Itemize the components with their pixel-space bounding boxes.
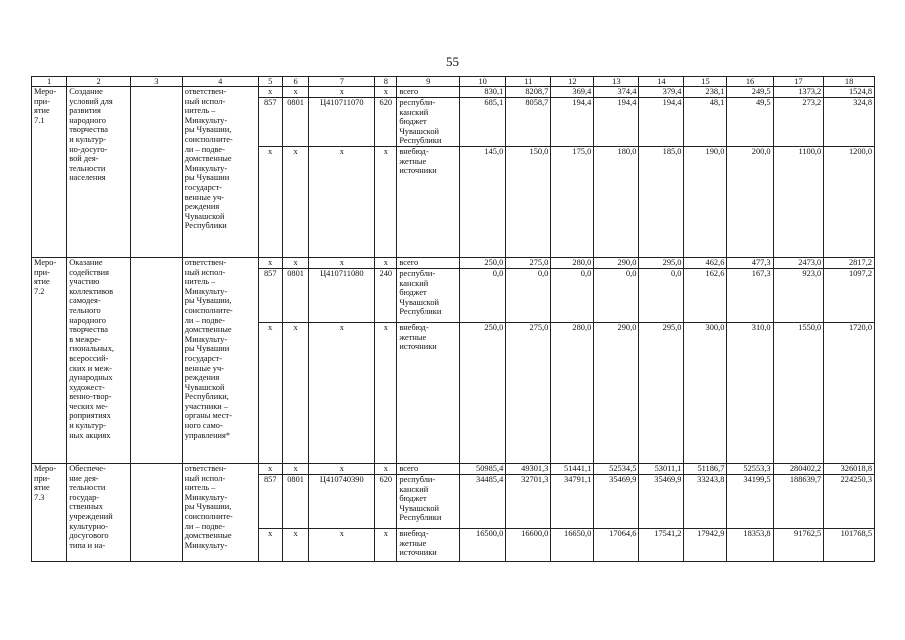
value-cell: 194,4 xyxy=(594,98,639,147)
value-cell: 224250,3 xyxy=(824,474,875,528)
value-cell: 8058,7 xyxy=(506,98,551,147)
budget-table xyxy=(31,76,875,562)
value-cell: 50985,4 xyxy=(460,463,506,474)
code-rz-cell: x xyxy=(282,87,308,98)
code-gr-cell: x xyxy=(258,87,282,98)
header-cell: 12 xyxy=(551,77,594,87)
value-cell: 1720,0 xyxy=(824,322,875,463)
code-vr-cell: x xyxy=(375,87,397,98)
value-cell: 273,2 xyxy=(773,98,824,147)
responsible-cell: ответствен- ный испол- нитель – Минкульту- ры Чувашии, соисполните- ли – подве- домственные Минкульту- xyxy=(182,463,258,561)
measure-name-cell: Оказание содействия участию коллективов самодея- тельного народного творчества в межре- гиональных, всероссий- ских и меж- дународных художест- венно-твор- ческих ме- роприятиях и культур- ных акциях xyxy=(67,257,131,463)
header-cell: 17 xyxy=(773,77,824,87)
code-vr-cell: x xyxy=(375,146,397,257)
value-cell: 290,0 xyxy=(594,257,639,268)
funding-source-cell: внебюд- жетные источники xyxy=(397,528,460,561)
value-cell: 150,0 xyxy=(506,146,551,257)
value-cell: 32701,3 xyxy=(506,474,551,528)
code-gr-cell: x xyxy=(258,528,282,561)
header-cell: 13 xyxy=(594,77,639,87)
header-cell: 2 xyxy=(67,77,131,87)
value-cell: 295,0 xyxy=(639,322,684,463)
value-cell: 8208,7 xyxy=(506,87,551,98)
funding-source-cell: внебюд- жетные источники xyxy=(397,146,460,257)
value-cell: 16650,0 xyxy=(551,528,594,561)
value-cell: 0,0 xyxy=(594,268,639,322)
code-csr-cell: Ц410711070 xyxy=(309,98,375,147)
value-cell: 194,4 xyxy=(551,98,594,147)
value-cell: 310,0 xyxy=(727,322,773,463)
header-cell: 5 xyxy=(258,77,282,87)
funding-source-cell: внебюд- жетные источники xyxy=(397,322,460,463)
value-cell: 275,0 xyxy=(506,322,551,463)
value-cell: 280402,2 xyxy=(773,463,824,474)
header-cell: 8 xyxy=(375,77,397,87)
funding-source-cell: республи- канский бюджет Чувашской Республики xyxy=(397,268,460,322)
value-cell: 145,0 xyxy=(460,146,506,257)
code-csr-cell: x xyxy=(309,322,375,463)
code-csr-cell: Ц410740390 xyxy=(309,474,375,528)
value-cell: 379,4 xyxy=(639,87,684,98)
code-csr-cell: x xyxy=(309,146,375,257)
value-cell: 2817,2 xyxy=(824,257,875,268)
value-cell: 200,0 xyxy=(727,146,773,257)
value-cell: 249,5 xyxy=(727,87,773,98)
value-cell: 0,0 xyxy=(639,268,684,322)
header-cell: 18 xyxy=(824,77,875,87)
value-cell: 16500,0 xyxy=(460,528,506,561)
value-cell: 1200,0 xyxy=(824,146,875,257)
value-cell: 685,1 xyxy=(460,98,506,147)
page-number: 55 xyxy=(446,54,459,69)
measure-id-cell: Меро- при- ятие 7.3 xyxy=(32,463,67,561)
code-gr-cell: x xyxy=(258,322,282,463)
code-gr-cell: 857 xyxy=(258,98,282,147)
value-cell: 290,0 xyxy=(594,322,639,463)
table-row xyxy=(32,463,875,474)
header-cell: 16 xyxy=(727,77,773,87)
header-cell: 6 xyxy=(282,77,308,87)
value-cell: 0,0 xyxy=(506,268,551,322)
value-cell: 280,0 xyxy=(551,322,594,463)
value-cell: 830,1 xyxy=(460,87,506,98)
value-cell: 369,4 xyxy=(551,87,594,98)
code-csr-cell: x xyxy=(309,257,375,268)
table-row xyxy=(32,257,875,268)
empty-cell xyxy=(131,87,183,258)
value-cell: 295,0 xyxy=(639,257,684,268)
responsible-cell: ответствен- ный испол- нитель – Минкульту- ры Чувашии, соисполните- ли – подве- домственные Минкульту- ры Чувашии государст- венные уч- реждения Чувашской Республики, участники – органы мест- ного само- управления* xyxy=(182,257,258,463)
value-cell: 34791,1 xyxy=(551,474,594,528)
code-rz-cell: x xyxy=(282,146,308,257)
value-cell: 190,0 xyxy=(684,146,727,257)
value-cell: 18353,8 xyxy=(727,528,773,561)
value-cell: 374,4 xyxy=(594,87,639,98)
value-cell: 162,6 xyxy=(684,268,727,322)
value-cell: 34199,5 xyxy=(727,474,773,528)
value-cell: 2473,0 xyxy=(773,257,824,268)
measure-name-cell: Обеспече- ние дея- тельности государ- ственных учреждений культурно- досугового типа и на- xyxy=(67,463,131,561)
measure-name-cell: Создание условий для развития народного творчества и культур- но-досуго- вой дея- тельности населения xyxy=(67,87,131,258)
value-cell: 185,0 xyxy=(639,146,684,257)
code-rz-cell: x xyxy=(282,322,308,463)
value-cell: 1550,0 xyxy=(773,322,824,463)
empty-cell xyxy=(131,463,183,561)
value-cell: 35469,9 xyxy=(639,474,684,528)
value-cell: 250,0 xyxy=(460,257,506,268)
value-cell: 1524,8 xyxy=(824,87,875,98)
value-cell: 49,5 xyxy=(727,98,773,147)
funding-source-cell: всего xyxy=(397,257,460,268)
header-cell: 10 xyxy=(460,77,506,87)
code-gr-cell: 857 xyxy=(258,474,282,528)
value-cell: 275,0 xyxy=(506,257,551,268)
funding-source-cell: республи- канский бюджет Чувашской Республики xyxy=(397,98,460,147)
code-rz-cell: 0801 xyxy=(282,98,308,147)
value-cell: 324,8 xyxy=(824,98,875,147)
header-cell: 15 xyxy=(684,77,727,87)
code-gr-cell: x xyxy=(258,463,282,474)
header-cell: 1 xyxy=(32,77,67,87)
value-cell: 17064,6 xyxy=(594,528,639,561)
value-cell: 180,0 xyxy=(594,146,639,257)
value-cell: 49301,3 xyxy=(506,463,551,474)
value-cell: 34485,4 xyxy=(460,474,506,528)
code-rz-cell: 0801 xyxy=(282,268,308,322)
table-row xyxy=(32,87,875,98)
value-cell: 250,0 xyxy=(460,322,506,463)
code-rz-cell: 0801 xyxy=(282,474,308,528)
value-cell: 194,4 xyxy=(639,98,684,147)
value-cell: 1373,2 xyxy=(773,87,824,98)
value-cell: 167,3 xyxy=(727,268,773,322)
code-vr-cell: x xyxy=(375,322,397,463)
code-csr-cell: Ц410711080 xyxy=(309,268,375,322)
code-vr-cell: x xyxy=(375,463,397,474)
code-csr-cell: x xyxy=(309,87,375,98)
value-cell: 462,6 xyxy=(684,257,727,268)
header-cell: 7 xyxy=(309,77,375,87)
value-cell: 477,3 xyxy=(727,257,773,268)
responsible-cell: ответствен- ный испол- нитель – Минкульту- ры Чувашии, соисполните- ли – подве- домственные Минкульту- ры Чувашии государст- венные уч- реждения Чувашской Республики xyxy=(182,87,258,258)
value-cell: 53011,1 xyxy=(639,463,684,474)
value-cell: 35469,9 xyxy=(594,474,639,528)
value-cell: 101768,5 xyxy=(824,528,875,561)
value-cell: 326018,8 xyxy=(824,463,875,474)
code-vr-cell: x xyxy=(375,257,397,268)
code-rz-cell: x xyxy=(282,257,308,268)
code-vr-cell: 620 xyxy=(375,98,397,147)
value-cell: 33243,8 xyxy=(684,474,727,528)
value-cell: 52553,3 xyxy=(727,463,773,474)
funding-source-cell: республи- канский бюджет Чувашской Республики xyxy=(397,474,460,528)
value-cell: 238,1 xyxy=(684,87,727,98)
value-cell: 91762,5 xyxy=(773,528,824,561)
header-row xyxy=(32,77,875,87)
value-cell: 0,0 xyxy=(551,268,594,322)
code-rz-cell: x xyxy=(282,463,308,474)
value-cell: 175,0 xyxy=(551,146,594,257)
code-vr-cell: 240 xyxy=(375,268,397,322)
header-cell: 11 xyxy=(506,77,551,87)
code-csr-cell: x xyxy=(309,463,375,474)
funding-source-cell: всего xyxy=(397,463,460,474)
empty-cell xyxy=(131,257,183,463)
value-cell: 48,1 xyxy=(684,98,727,147)
value-cell: 0,0 xyxy=(460,268,506,322)
code-vr-cell: x xyxy=(375,528,397,561)
code-vr-cell: 620 xyxy=(375,474,397,528)
header-cell: 14 xyxy=(639,77,684,87)
value-cell: 1100,0 xyxy=(773,146,824,257)
code-rz-cell: x xyxy=(282,528,308,561)
value-cell: 17541,2 xyxy=(639,528,684,561)
value-cell: 17942,9 xyxy=(684,528,727,561)
value-cell: 923,0 xyxy=(773,268,824,322)
value-cell: 52534,5 xyxy=(594,463,639,474)
header-cell: 9 xyxy=(397,77,460,87)
measure-id-cell: Меро- при- ятие 7.2 xyxy=(32,257,67,463)
code-gr-cell: x xyxy=(258,146,282,257)
value-cell: 300,0 xyxy=(684,322,727,463)
measure-id-cell: Меро- при- ятие 7.1 xyxy=(32,87,67,258)
code-gr-cell: x xyxy=(258,257,282,268)
value-cell: 51441,1 xyxy=(551,463,594,474)
value-cell: 1097,2 xyxy=(824,268,875,322)
code-gr-cell: 857 xyxy=(258,268,282,322)
code-csr-cell: x xyxy=(309,528,375,561)
header-cell: 3 xyxy=(131,77,183,87)
header-cell: 4 xyxy=(182,77,258,87)
value-cell: 188639,7 xyxy=(773,474,824,528)
value-cell: 51186,7 xyxy=(684,463,727,474)
value-cell: 16600,0 xyxy=(506,528,551,561)
funding-source-cell: всего xyxy=(397,87,460,98)
value-cell: 280,0 xyxy=(551,257,594,268)
